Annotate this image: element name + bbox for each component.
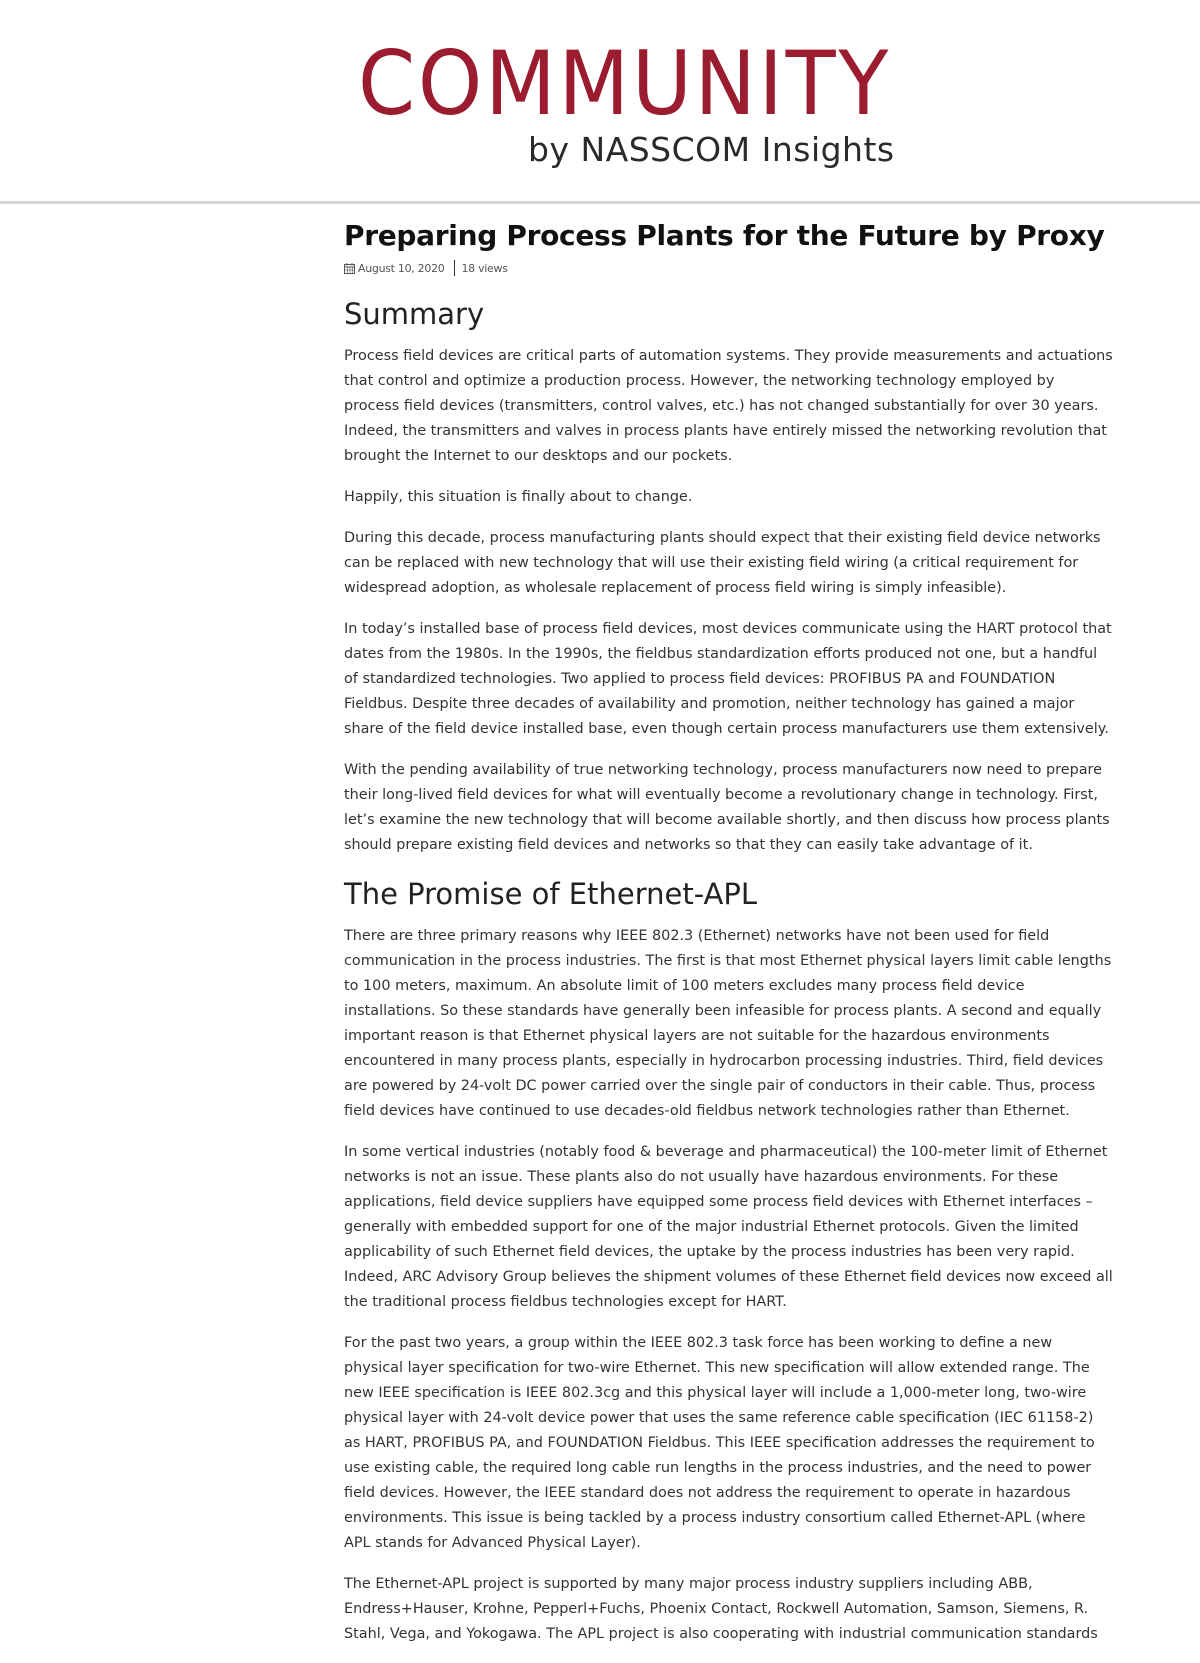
article-date: August 10, 2020 <box>358 261 445 275</box>
logo-tagline: by NASSCOM Insights <box>528 130 895 169</box>
logo-community-text: COMMUNITY <box>358 32 892 135</box>
paragraph: During this decade, process manufacturing plants should expect that their existing field device networks can be replaced with new technology that will use their existing field wiring (a critical requirement for widespread adoption, as wholesale replacement of process field wiring is simply infeasible). <box>344 530 1101 596</box>
paragraph: With the pending availability of true networking technology, process manufacturers now need to prepare their long-lived field devices for what will eventually become a revolutionary change in technology. First, let’s examine the new technology that will become available shortly, and then discuss how process plants should prepare existing field devices and networks so that they can easily take advantage of it. <box>344 762 1110 853</box>
article-meta <box>344 258 1114 278</box>
section-heading-summary: Summary <box>344 297 485 331</box>
paragraph: Process field devices are critical parts of automation systems. They provide measurements and actuations that control and optimize a production process. However, the networking technology employed by process field devices (transmitters, control valves, etc.) has not changed substantially for over 30 years. Indeed, the transmitters and valves in process plants have entirely missed the networking revolution that brought the Internet to our desktops and our pockets. <box>344 348 1113 464</box>
calendar-icon <box>344 263 355 274</box>
article-content <box>344 216 1114 1663</box>
paragraph: For the past two years, a group within the IEEE 802.3 task force has been working to define a new physical layer specification for two-wire Ethernet. This new specification will allow extended range. The new IEEE specification is IEEE 802.3cg and this physical layer will include a 1,000-meter long, two-wire physical layer with 24-volt device power that uses the same reference cable specification (IEC 61158-2) as HART, PROFIBUS PA, and FOUNDATION Fieldbus. This IEEE specification addresses the requirement to use existing cable, the required long cable run lengths in the process industries, and the need to power field devices. However, the IEEE standard does not address the requirement to operate in hazardous environments. This issue is being tackled by a process industry consortium called Ethernet-APL (where APL stands for Advanced Physical Layer). <box>344 1335 1095 1551</box>
site-logo[interactable] <box>358 32 895 169</box>
section-heading-ethernet-apl: The Promise of Ethernet-APL <box>344 877 758 911</box>
article-title: Preparing Process Plants for the Future by Proxy <box>344 219 1105 252</box>
paragraph: The Ethernet-APL project is supported by many major process industry suppliers including ABB, Endress+Hauser, Krohne, Pepperl+Fuchs, Phoenix Contact, Rockwell Automation, Samson, Siemens, R. Stahl, Vega, and Yokogawa. The APL project is also cooperating with industrial communication standards <box>344 1576 1098 1642</box>
article-views: 18 views <box>461 261 508 275</box>
paragraph: In some vertical industries (notably food & beverage and pharmaceutical) the 100-meter limit of Ethernet networks is not an issue. These plants also do not usually have hazardous environments. For these applications, field device suppliers have equipped some process field devices with Ethernet interfaces – generally with embedded support for one of the major industrial Ethernet protocols. Given the limited applicability of such Ethernet field devices, the uptake by the process industries has been very rapid. Indeed, ARC Advisory Group believes the shipment volumes of these Ethernet field devices now exceed all the traditional process fieldbus technologies except for HART. <box>344 1144 1113 1310</box>
site-header <box>0 0 1200 204</box>
paragraph: Happily, this situation is finally about to change. <box>344 489 693 505</box>
paragraph: There are three primary reasons why IEEE 802.3 (Ethernet) networks have not been used for field communication in the process industries. The first is that most Ethernet physical layers limit cable lengths to 100 meters, maximum. An absolute limit of 100 meters excludes many process field device installations. So these standards have generally been infeasible for process plants. A second and equally important reason is that Ethernet physical layers are not suitable for the hazardous environments encountered in many process plants, especially in hydrocarbon processing industries. Third, field devices are powered by 24-volt DC power carried over the single pair of conductors in their cable. Thus, process field devices have continued to use decades-old fieldbus network technologies rather than Ethernet. <box>344 928 1112 1119</box>
meta-divider <box>454 260 455 276</box>
paragraph: In today’s installed base of process field devices, most devices communicate using the HART protocol that dates from the 1980s. In the 1990s, the fieldbus standardization efforts produced not one, but a handful of standardized technologies. Two applied to process field devices: PROFIBUS PA and FOUNDATION Fieldbus. Despite three decades of availability and promotion, neither technology has gained a major share of the field device installed base, even though certain process manufacturers use them extensively. <box>344 621 1112 737</box>
